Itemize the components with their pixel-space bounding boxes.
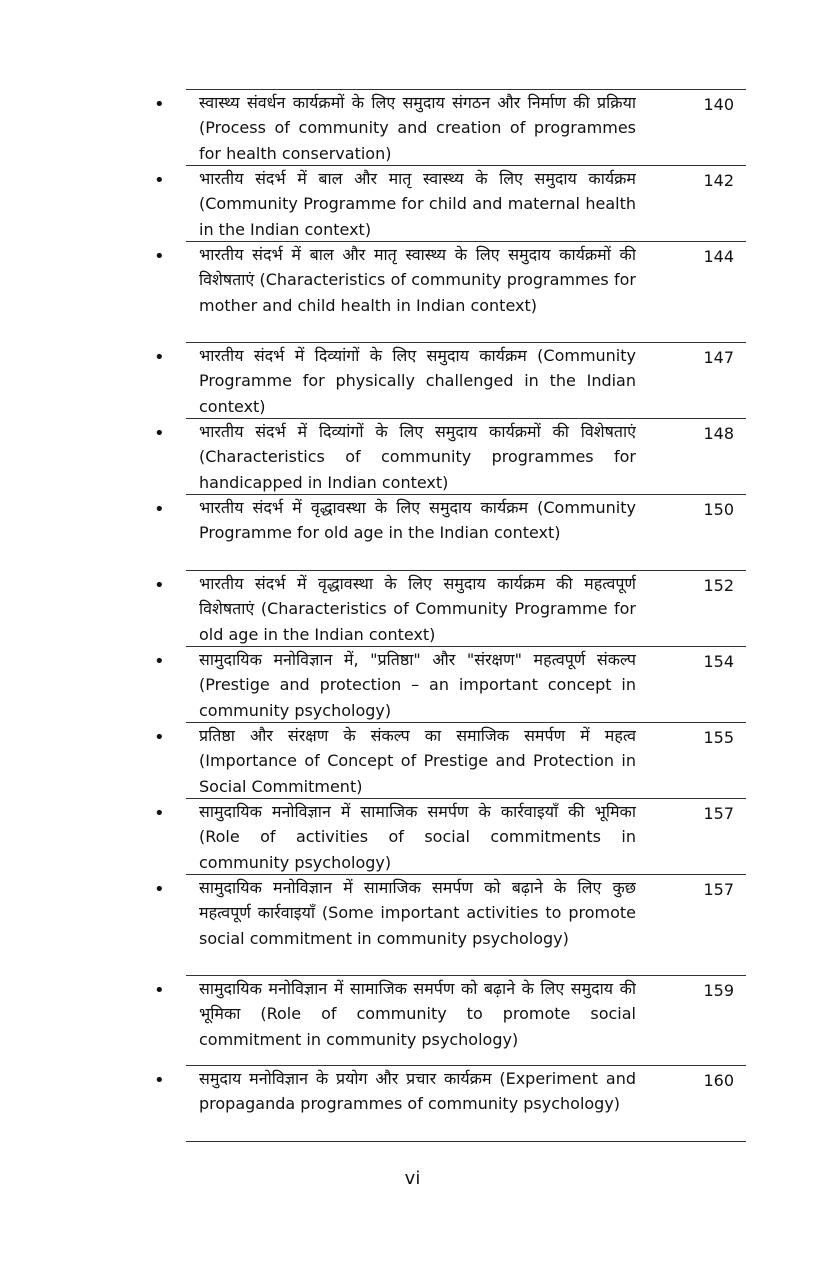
bullet: • bbox=[154, 423, 165, 444]
toc-entry-title: भारतीय संदर्भ में बाल और मातृ स्वास्थ्य के लिए समुदाय कार्यक्रम (Community Programme for child and maternal health in the Indian context) bbox=[199, 169, 636, 239]
toc-row[interactable] bbox=[154, 89, 746, 165]
bullet: • bbox=[154, 499, 165, 520]
toc-row[interactable] bbox=[154, 418, 746, 494]
toc-entry-title: समुदाय मनोविज्ञान के प्रयोग और प्रचार कार्यक्रम (Experiment and propaganda programmes of community psychology) bbox=[199, 1069, 636, 1114]
toc-entry-title: सामुदायिक मनोविज्ञान में सामाजिक समर्पण को बढ़ाने के लिए कुछ महत्वपूर्ण कार्रवाइयाँ (Some important activities to promote social commitment in community psychology) bbox=[199, 878, 636, 948]
toc-row[interactable] bbox=[154, 975, 746, 1065]
toc-row[interactable] bbox=[154, 722, 746, 798]
bullet: • bbox=[154, 727, 165, 748]
toc-entry-page: 154 bbox=[703, 652, 734, 671]
toc-row[interactable] bbox=[154, 646, 746, 722]
toc-row[interactable] bbox=[154, 241, 746, 342]
toc-entry-title: भारतीय संदर्भ में वृद्धावस्था के लिए समुदाय कार्यक्रम (Community Programme for old age in the Indian context) bbox=[199, 498, 636, 543]
toc-entry-page: 148 bbox=[703, 424, 734, 443]
toc-row[interactable] bbox=[154, 874, 746, 975]
bullet: • bbox=[154, 1070, 165, 1091]
toc-entry-page: 157 bbox=[703, 880, 734, 899]
toc-entry-page: 140 bbox=[703, 95, 734, 114]
toc-entry-title: भारतीय संदर्भ में दिव्यांगों के लिए समुदाय कार्यक्रम (Community Programme for physically challenged in the Indian context) bbox=[199, 346, 636, 416]
bullet: • bbox=[154, 879, 165, 900]
toc-entry-title: भारतीय संदर्भ में वृद्धावस्था के लिए समुदाय कार्यक्रम की महत्वपूर्ण विशेषताएं (Characteristics of Community Programme for old age in the Indian context) bbox=[199, 574, 636, 644]
toc-row[interactable] bbox=[154, 570, 746, 646]
bullet: • bbox=[154, 246, 165, 267]
toc-row[interactable] bbox=[154, 165, 746, 241]
toc-row[interactable] bbox=[154, 798, 746, 874]
bullet: • bbox=[154, 651, 165, 672]
bullet: • bbox=[154, 94, 165, 115]
toc-entry-title: भारतीय संदर्भ में बाल और मातृ स्वास्थ्य के लिए समुदाय कार्यक्रमों की विशेषताएं (Characteristics of community programmes for mother and child health in Indian context) bbox=[199, 245, 636, 315]
toc-entry-page: 157 bbox=[703, 804, 734, 823]
toc-entry-title: प्रतिष्ठा और संरक्षण के संकल्प का समाजिक समर्पण में महत्व (Importance of Concept of Prestige and Protection in Social Commitment) bbox=[199, 726, 636, 796]
table-of-contents bbox=[154, 89, 746, 1142]
toc-entry-title: भारतीय संदर्भ में दिव्यांगों के लिए समुदाय कार्यक्रमों की विशेषताएं (Characteristics of community programmes for handicapped in Indian context) bbox=[199, 422, 636, 492]
toc-entry-page: 142 bbox=[703, 171, 734, 190]
toc-entry-title: स्वास्थ्य संवर्धन कार्यक्रमों के लिए समुदाय संगठन और निर्माण की प्रक्रिया (Process of community and creation of programmes for health conservation) bbox=[199, 93, 636, 163]
toc-entry-page: 152 bbox=[703, 576, 734, 595]
bullet: • bbox=[154, 170, 165, 191]
toc-row[interactable] bbox=[154, 1065, 746, 1142]
toc-entry-page: 144 bbox=[703, 247, 734, 266]
page-number: vi bbox=[404, 1168, 421, 1189]
toc-row[interactable] bbox=[154, 342, 746, 418]
bullet: • bbox=[154, 347, 165, 368]
toc-entry-page: 160 bbox=[703, 1071, 734, 1090]
toc-entry-page: 155 bbox=[703, 728, 734, 747]
toc-row[interactable] bbox=[154, 494, 746, 570]
toc-entry-title: सामुदायिक मनोविज्ञान में सामाजिक समर्पण के कार्रवाइयाँ की भूमिका (Role of activities of social commitments in community psychology) bbox=[199, 802, 636, 872]
toc-entry-page: 159 bbox=[703, 981, 734, 1000]
toc-entry-title: सामुदायिक मनोविज्ञान में सामाजिक समर्पण को बढ़ाने के लिए समुदाय की भूमिका (Role of community to promote social commitment in community psychology) bbox=[199, 979, 636, 1049]
toc-entry-page: 150 bbox=[703, 500, 734, 519]
bullet: • bbox=[154, 803, 165, 824]
toc-entry-page: 147 bbox=[703, 348, 734, 367]
toc-entry-title: सामुदायिक मनोविज्ञान में, "प्रतिष्ठा" और "संरक्षण" महत्वपूर्ण संकल्प (Prestige and protection – an important concept in community psychology) bbox=[199, 650, 636, 720]
bullet: • bbox=[154, 575, 165, 596]
bullet: • bbox=[154, 980, 165, 1001]
